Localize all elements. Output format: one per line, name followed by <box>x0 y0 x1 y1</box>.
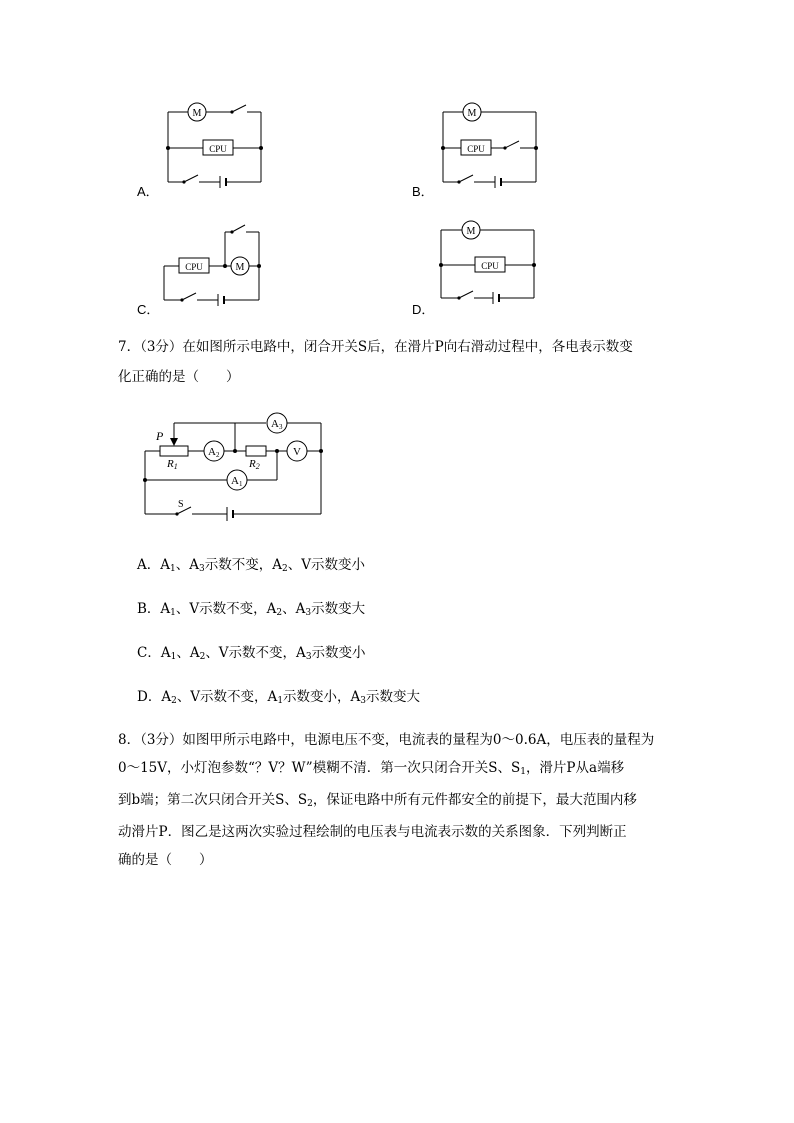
q7-a-sub1: 1 <box>170 564 176 574</box>
q7-b-sub3: 3 <box>305 608 312 618</box>
q7-stem-line2: 化正确的是（ ） <box>118 369 240 385</box>
q7-a-part3: 示数不变，A <box>204 557 282 573</box>
q7-a-part1: A．A <box>137 557 170 573</box>
q8-line2-end: ，滑片P从a端移 <box>525 760 625 776</box>
resistor-r2 <box>246 446 266 456</box>
q8-line1: 8．（3分）如图甲所示电路中，电源电压不变，电流表的量程为0～0.6A，电压表的量程为 <box>118 732 655 748</box>
option-a-label[interactable]: A． <box>137 184 159 199</box>
q7-d-part2: 、V示数不变，A <box>176 689 278 705</box>
option-b-circuit <box>425 98 555 188</box>
q8-line3 <box>118 786 678 818</box>
q7-choice-d[interactable] <box>137 685 420 706</box>
q7-circuit <box>140 408 330 523</box>
q7-b-sub1: 1 <box>170 608 176 618</box>
a1-label: A1 <box>231 475 243 488</box>
q8-line5: 确的是（ ） <box>118 852 213 868</box>
a3-label: A3 <box>271 418 283 431</box>
q8-stem <box>118 726 678 874</box>
cpu-c-label: CPU <box>185 262 203 272</box>
r2-label: R2 <box>249 458 260 471</box>
q7-a-sub3: 2 <box>281 564 288 574</box>
q7-a-part2: 、A <box>175 557 199 573</box>
circuit-c-diagram <box>150 218 280 308</box>
q7-b-part1: B．A <box>137 601 171 617</box>
motor-c-label: M <box>235 262 245 273</box>
q7-choice-b[interactable] <box>137 597 365 618</box>
q7-a-sub2: 3 <box>198 564 205 574</box>
circuit-b-diagram <box>425 98 555 188</box>
q7-choice-c[interactable] <box>137 641 366 662</box>
q7-c-part4: 示数变小 <box>311 645 366 661</box>
q7-d-part4: 示数变大 <box>366 689 421 705</box>
q7-b-part2: 、V示数不变，A <box>175 601 277 617</box>
q7-d-sub2: 1 <box>277 696 284 706</box>
q7-stem <box>118 333 678 391</box>
option-a-circuit <box>150 98 280 188</box>
q7-choice-a[interactable] <box>137 553 365 574</box>
switch-s-label: S <box>178 499 184 510</box>
q7-c-part2: 、A <box>176 645 200 661</box>
q7-a-part4: 、V示数变小 <box>287 557 365 573</box>
q8-line3-text: 到b端；第二次只闭合开关S、S <box>118 792 308 808</box>
q8-line2-sub: 1 <box>520 767 526 777</box>
circuit-d-diagram <box>425 216 555 306</box>
option-c-label[interactable]: C． <box>137 302 160 317</box>
slider-label: P <box>156 429 164 443</box>
option-b-label[interactable]: B． <box>412 184 434 199</box>
a2-label: A2 <box>208 446 220 459</box>
motor-b-label: M <box>467 108 477 119</box>
r1-label: R1 <box>167 458 178 471</box>
q7-d-sub3: 3 <box>360 696 367 706</box>
option-d-circuit <box>425 216 555 306</box>
q7-c-part1: C．A <box>137 645 171 661</box>
q7-c-sub3: 3 <box>305 652 312 662</box>
motor-d-label: M <box>466 226 476 237</box>
q7-c-part3: 、V示数不变，A <box>205 645 306 661</box>
option-c-circuit <box>150 218 280 308</box>
q8-line2 <box>118 754 678 786</box>
cpu-b-label: CPU <box>467 144 485 154</box>
cpu-a-label: CPU <box>209 144 227 154</box>
circuit-a-diagram <box>150 98 280 188</box>
cpu-d-label: CPU <box>481 261 499 271</box>
q7-circuit-diagram <box>140 408 330 523</box>
q7-c-sub2: 2 <box>199 652 206 662</box>
q8-line3-end: ，保证电路中所有元件都安全的前提下，最大范围内移 <box>312 792 637 808</box>
q7-d-sub1: 2 <box>171 696 177 706</box>
q7-d-part1: D．A <box>137 689 172 705</box>
q7-b-sub2: 2 <box>276 608 283 618</box>
v-label: V <box>293 446 301 458</box>
option-d-label[interactable]: D． <box>412 302 435 317</box>
q8-line3-sub: 2 <box>307 799 313 809</box>
q7-c-sub1: 1 <box>170 652 177 662</box>
q8-line4: 动滑片P．图乙是这两次实验过程绘制的电压表与电流表示数的关系图象．下列判断正 <box>118 824 627 840</box>
q7-b-part3: 、A <box>282 601 306 617</box>
motor-a-label: M <box>192 108 202 119</box>
q8-line2-text: 0～15V，小灯泡参数“？V？W”模糊不清．第一次只闭合开关S、S <box>118 760 521 776</box>
resistor-r1 <box>160 446 188 456</box>
q7-stem-line1: 7．（3分）在如图所示电路中，闭合开关S后，在滑片P向右滑动过程中，各电表示数变 <box>118 339 633 355</box>
q7-d-part3: 示数变小，A <box>283 689 361 705</box>
q7-b-part4: 示数变大 <box>311 601 366 617</box>
